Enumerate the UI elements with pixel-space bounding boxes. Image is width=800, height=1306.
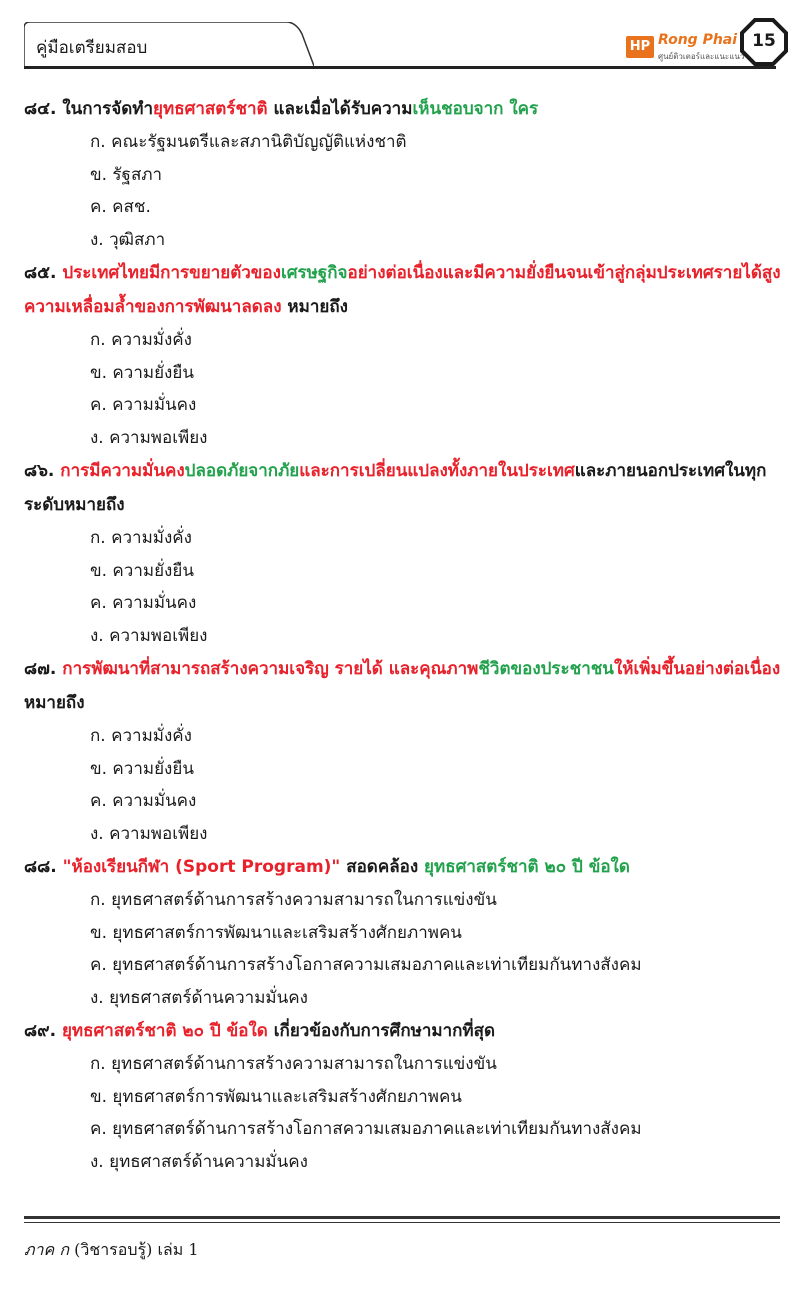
footer-rule-thin — [24, 1222, 780, 1223]
answer-option: ก. ยุทธศาสตร์ด้านการสร้างความสามารถในการแข่งขัน — [90, 890, 497, 910]
logo-name: Rong Phai — [658, 32, 738, 48]
answer-option: ค. ความมั่นคง — [90, 791, 197, 811]
answer-option: ค. ความมั่นคง — [90, 395, 197, 415]
header-rule — [24, 66, 776, 69]
question-text-segment: การมีความมั่นคง — [60, 461, 185, 481]
answer-option: ข. ความยั่งยืน — [90, 758, 194, 779]
question-list — [24, 92, 784, 1178]
question-text-segment: เกี่ยวข้องกับการศึกษามากที่สุด — [267, 1021, 496, 1041]
question-number: ๘๕. — [24, 263, 57, 283]
question-text-segment: ยุทธศาสตร์ชาติ ๒๐ ปี ข้อใด — [424, 857, 630, 877]
page-header — [0, 0, 800, 80]
question-5 — [24, 850, 784, 884]
question-1 — [24, 92, 784, 126]
answer-option: ง. ความพอเพียง — [90, 427, 208, 448]
publisher-logo — [626, 30, 745, 64]
question-4 — [24, 652, 784, 720]
question-text-segment: ในการจัดทำ — [62, 99, 154, 119]
answer-option: ง. ยุทธศาสตร์ด้านความมั่นคง — [90, 987, 308, 1008]
footer-subject: (วิชารอบรู้) — [69, 1240, 158, 1259]
question-text-segment: ให้เพิ่มขึ้นอย่างต่อเนื่อง — [613, 659, 781, 679]
header-title: คู่มือเตรียมสอบ — [36, 38, 148, 58]
footer-volume: เล่ม 1 — [157, 1240, 199, 1259]
answer-option: ก. ความมั่งคั่ง — [90, 330, 192, 350]
question-text-segment: ยุทธศาสตร์ชาติ ๒๐ ปี ข้อใด — [61, 1021, 268, 1041]
question-text-segment: และการเปลี่ยนแปลงทั้งภายในประเทศ — [299, 461, 575, 481]
answer-option: ก. ความมั่งคั่ง — [90, 528, 192, 548]
question-text-segment: และเมื่อได้รับความ — [267, 99, 413, 119]
question-text-segment: "ห้องเรียนกีฬา (Sport Program)" — [62, 857, 341, 877]
question-text-segment: ชีวิตของประชาชน — [478, 659, 614, 679]
question-text-segment: ปลอดภัยจากภัย — [184, 461, 300, 481]
question-text-segment: หมายถึง — [281, 297, 348, 317]
question-text-segment: เห็นชอบจาก ใคร — [412, 99, 539, 119]
question-text-segment: ยุทธศาสตร์ชาติ — [153, 99, 268, 119]
page-number: 15 — [752, 31, 776, 51]
question-text-segment: เศรษฐกิจ — [280, 263, 348, 283]
question-text-segment: อย่างต่อเนื่องและมีความยั่งยืนจนเข้าสู่กลุ่มประเทศรายได้สูง ความเหลื่อมล้ำของการพัฒนาลดลง — [24, 263, 781, 317]
logo-mark: HP — [626, 36, 654, 58]
question-number: ๘๘. — [24, 857, 57, 877]
answer-option: ค. คสช. — [90, 197, 151, 217]
question-2 — [24, 256, 784, 324]
question-text-segment: ประเทศไทยมีการขยายตัวของ — [62, 263, 281, 283]
answer-option: ข. ความยั่งยืน — [90, 560, 194, 581]
question-text-segment: การพัฒนาที่สามารถสร้างความเจริญ รายได้ และคุณภาพ — [62, 659, 479, 679]
answer-option: ง. วุฒิสภา — [90, 229, 166, 250]
question-text-segment: สอดคล้อง — [340, 857, 425, 877]
question-text-segment: และภายนอกประเทศในทุกระดับหมายถึง — [24, 461, 767, 515]
footer-rule-thick — [24, 1216, 780, 1219]
question-number: ๘๙. — [24, 1021, 57, 1041]
answer-option: ข. ยุทธศาสตร์การพัฒนาและเสริมสร้างศักยภาพคน — [90, 922, 462, 943]
answer-option: ข. ยุทธศาสตร์การพัฒนาและเสริมสร้างศักยภาพคน — [90, 1086, 462, 1107]
footer-part: ภาค ก — [24, 1240, 70, 1259]
answer-option: ก. คณะรัฐมนตรีและสภานิติบัญญัติแห่งชาติ — [90, 132, 407, 152]
question-number: ๘๔. — [24, 99, 57, 119]
answer-option: ก. ความมั่งคั่ง — [90, 726, 192, 746]
question-3 — [24, 454, 784, 522]
question-6 — [24, 1014, 784, 1048]
answer-option: ค. ความมั่นคง — [90, 593, 197, 613]
answer-option: ค. ยุทธศาสตร์ด้านการสร้างโอกาสความเสมอภาคและเท่าเทียมกันทางสังคม — [90, 955, 642, 975]
question-text-segment: หมายถึง — [24, 693, 85, 713]
answer-option: ง. ความพอเพียง — [90, 625, 208, 646]
answer-option: ก. ยุทธศาสตร์ด้านการสร้างความสามารถในการแข่งขัน — [90, 1054, 497, 1074]
logo-tagline: ศูนย์ติวเตอร์และแนะแนว — [658, 52, 745, 61]
answer-option: ง. ยุทธศาสตร์ด้านความมั่นคง — [90, 1151, 308, 1172]
answer-option: ข. ความยั่งยืน — [90, 362, 194, 383]
footer — [24, 1238, 199, 1263]
question-number: ๘๖. — [24, 461, 55, 481]
answer-option: ง. ความพอเพียง — [90, 823, 208, 844]
question-number: ๘๗. — [24, 659, 57, 679]
answer-option: ข. รัฐสภา — [90, 164, 163, 185]
answer-option: ค. ยุทธศาสตร์ด้านการสร้างโอกาสความเสมอภาคและเท่าเทียมกันทางสังคม — [90, 1119, 642, 1139]
